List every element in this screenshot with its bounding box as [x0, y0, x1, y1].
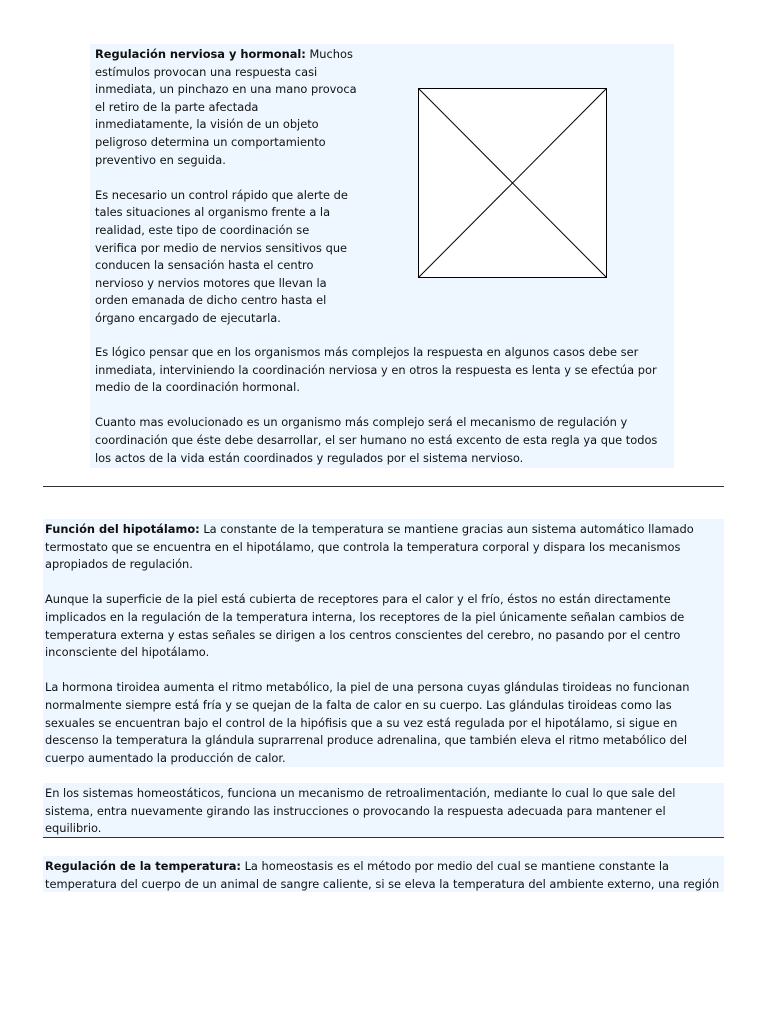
text-line: temperatura externa y estas señales se dirigen a los centros conscientes del cerebro, no pasando por el centro — [45, 627, 681, 642]
text-line: inconsciente del hipotálamo. — [45, 645, 210, 660]
paragraph — [95, 414, 670, 467]
text-line: realidad, este tipo de coordinación se — [95, 222, 310, 237]
text-line: Es necesario un control rápido que alerte de — [95, 187, 348, 202]
text-line: inmediatamente, la visión de un objeto — [95, 117, 319, 132]
text-line: verifica por medio de nervios sensitivos que — [95, 240, 348, 255]
text-line: orden emanada de dicho centro hasta el — [95, 293, 327, 308]
text-line: termostato que se encuentra en el hipotálamo, que controla la temperatura corporal y dispara los mecanismos — [45, 539, 681, 554]
text-line: nervioso y nervios motores que llevan la — [95, 275, 327, 290]
text-line: La homeostasis es el método por medio del cual se mantiene constante la — [240, 859, 670, 873]
text-line: Cuanto mas evolucionado es un organismo más complejo será el mecanismo de regulación y — [95, 415, 628, 430]
text-line: Aunque la superficie de la piel está cubierta de receptores para el calor y el frío, éstos no están directamente — [45, 592, 671, 607]
text-line: preventivo en seguida. — [95, 152, 226, 167]
section-heading: Regulación nerviosa y hormonal: — [95, 47, 306, 61]
text-line: los actos de la vida están coordinados y regulados por el sistema nervioso. — [95, 450, 524, 465]
text-line: sistema, entra nuevamente girando las instrucciones o provocando la respuesta adecuada para mantener el — [45, 803, 666, 818]
text-line: implicados en la regulación de la temperatura interna, los receptores de la piel únicamente señalan cambios de — [45, 609, 685, 624]
paragraph — [45, 521, 721, 574]
divider — [43, 486, 724, 487]
text-line: inmediata, un pinchazo en una mano provoca — [95, 82, 357, 97]
broken-image-placeholder-icon — [418, 88, 607, 278]
text-line: el retiro de la parte afectada — [95, 99, 259, 114]
paragraph — [95, 344, 670, 397]
text-line: cuerpo aumentado la producción de calor. — [45, 750, 286, 765]
section-regulacion-temperatura — [43, 856, 724, 892]
text-column — [95, 46, 357, 328]
paragraph — [45, 679, 721, 767]
text-wide — [95, 344, 670, 467]
paragraph — [95, 46, 357, 169]
paragraph — [45, 858, 721, 893]
text-line: temperatura del cuerpo de un animal de sangre caliente, si se eleva la temperatura del ambiente externo, una región — [45, 876, 720, 891]
text-line: estímulos provocan una respuesta casi — [95, 64, 318, 79]
section-heading: Función del hipotálamo: — [45, 522, 200, 536]
text-line: La constante de la temperatura se mantiene gracias aun sistema automático llamado — [199, 522, 694, 536]
section-heading: Regulación de la temperatura: — [45, 859, 241, 873]
text-line: medio de la coordinación hormonal. — [95, 380, 300, 395]
text-line: inmediata, interviniendo la coordinación nerviosa y en otros la respuesta es lenta y se efectúa por — [95, 362, 657, 377]
text-line: coordinación que éste debe desarrollar, el ser humano no está excento de esta regla ya que todos — [95, 432, 658, 447]
paragraph — [45, 591, 721, 661]
text-line: tales situaciones al organismo frente a la — [95, 205, 331, 220]
paragraph — [95, 187, 357, 328]
text-line: descenso la temperatura la glándula suprarrenal produce adrenalina, que también eleva el ritmo metabólico del — [45, 733, 688, 748]
text-line: En los sistemas homeostáticos, funciona un mecanismo de retroalimentación, mediante lo cual lo que sale del — [45, 786, 676, 800]
divider — [43, 837, 724, 838]
text-line: La hormona tiroidea aumenta el ritmo metabólico, la piel de una persona cuyas glándulas tiroideas no funcionan — [45, 680, 690, 695]
text-line: Muchos — [305, 47, 353, 61]
text-line: peligroso determina un comportamiento — [95, 134, 326, 149]
paragraph — [45, 785, 721, 838]
text-line: equilibrio. — [45, 821, 102, 836]
text-line: órgano encargado de ejecutarla. — [95, 310, 281, 325]
section-hipotalamo — [43, 519, 724, 767]
text-line: sexuales se encuentran bajo el control de la hipófisis que a su vez está regulada por el hipotálamo, si sigue en — [45, 715, 678, 730]
section-homeostaticos — [43, 783, 724, 837]
text-line: apropiados de regulación. — [45, 557, 193, 572]
text-line: conducen la sensación hasta el centro — [95, 258, 314, 273]
text-line: Es lógico pensar que en los organismos más complejos la respuesta en algunos casos debe ser — [95, 345, 639, 359]
text-line: normalmente siempre está fría y se quejan de la falta de calor en su cuerpo. Las glándulas tiroideas como las — [45, 697, 672, 712]
